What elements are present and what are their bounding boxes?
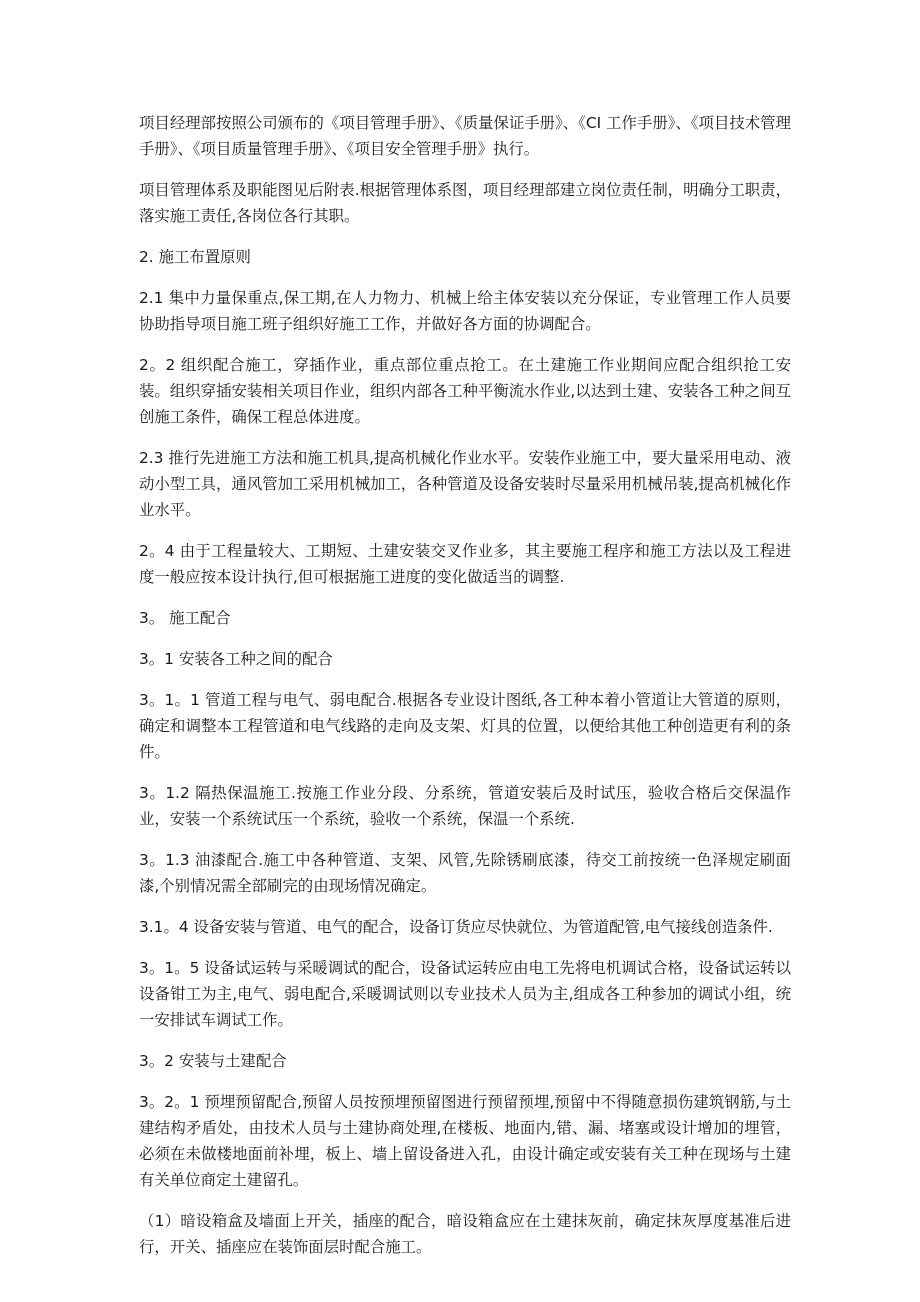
paragraph-3-1-1: 3。1。1 管道工程与电气、弱电配合.根据各专业设计图纸,各工种本着小管道让大管道的原则，确定和调整本工程管道和电气线路的走向及支架、灯具的位置，以便给其他工种创造更有利的条件。 [139, 691, 791, 761]
paragraph-3-1-5: 3。1。5 设备试运转与采暖调试的配合，设备试运转应由电工先将电机调试合格，设备试运转以设备钳工为主,电气、弱电配合,采暖调试则以专业技术人员为主,组成各工种参加的调试小组，统一安排试车调试工作。 [139, 959, 791, 1029]
paragraph-3-1-3: 3。1.3 油漆配合.施工中各种管道、支架、风管,先除锈刷底漆，待交工前按统一色泽规定刷面漆,个别情况需全部刷完的由现场情况确定。 [139, 851, 791, 895]
paragraph-2-1: 2.1 集中力量保重点,保工期,在人力物力、机械上给主体安装以充分保证，专业管理工作人员要协助指导项目施工班子组织好施工工作，并做好各方面的协调配合。 [139, 289, 791, 333]
section-heading-coordination: 3。 施工配合 [139, 609, 231, 627]
document-body [139, 110, 791, 1275]
subsection-heading-3-1: 3。1 安装各工种之间的配合 [139, 650, 333, 668]
paragraph-manuals: 项目经理部按照公司颁布的《项目管理手册》、《质量保证手册》、《CI 工作手册》、《项目技术管理手册》、《项目质量管理手册》、《项目安全管理手册》执行。 [139, 114, 791, 158]
subsection-heading-3-2: 3。2 安装与土建配合 [139, 1052, 287, 1070]
paragraph-3-1-4: 3.1。4 设备安装与管道、电气的配合，设备订货应尽快就位、为管道配管,电气接线创造条件. [139, 918, 773, 936]
paragraph-2-3: 2.3 推行先进施工方法和施工机具,提高机械化作业水平。安装作业施工中，要大量采用电动、液动小型工具，通风管加工采用机械加工，各种管道及设备安装时尽量采用机械吊装,提高机械化作业水平。 [139, 449, 791, 519]
paragraph-management-system: 项目管理体系及职能图见后附表.根据管理体系图，项目经理部建立岗位责任制，明确分工职责，落实施工责任,各岗位各行其职。 [139, 181, 791, 225]
paragraph-3-2-1: 3。2。1 预埋预留配合,预留人员按预埋预留图进行预留预埋,预留中不得随意损伤建筑钢筋,与土建结构矛盾处，由技术人员与土建协商处理,在楼板、地面内,错、漏、堵塞或设计增加的埋管，必须在未做楼地面前补埋，板上、墙上留设备进入孔，由设计确定或安装有关工种在现场与土建有关单位商定土建留孔。 [139, 1093, 791, 1189]
paragraph-3-1-2: 3。1.2 隔热保温施工.按施工作业分段、分系统，管道安装后及时试压，验收合格后交保温作业，安装一个系统试压一个系统，验收一个系统，保温一个系统. [139, 784, 791, 828]
section-heading-layout-principles: 2. 施工布置原则 [139, 248, 251, 266]
paragraph-item-1: （1）暗设箱盒及墙面上开关，插座的配合，暗设箱盒应在土建抹灰前，确定抹灰厚度基准后进行，开关、插座应在装饰面层时配合施工。 [139, 1212, 791, 1256]
paragraph-2-2: 2。2 组织配合施工，穿插作业，重点部位重点抢工。在土建施工作业期间应配合组织抢工安装。组织穿插安装相关项目作业，组织内部各工种平衡流水作业,以达到土建、安装各工种之间互创施工条件，确保工程总体进度。 [139, 356, 791, 426]
paragraph-2-4: 2。4 由于工程量较大、工期短、土建安装交叉作业多，其主要施工程序和施工方法以及工程进度一般应按本设计执行,但可根据施工进度的变化做适当的调整. [139, 542, 791, 586]
